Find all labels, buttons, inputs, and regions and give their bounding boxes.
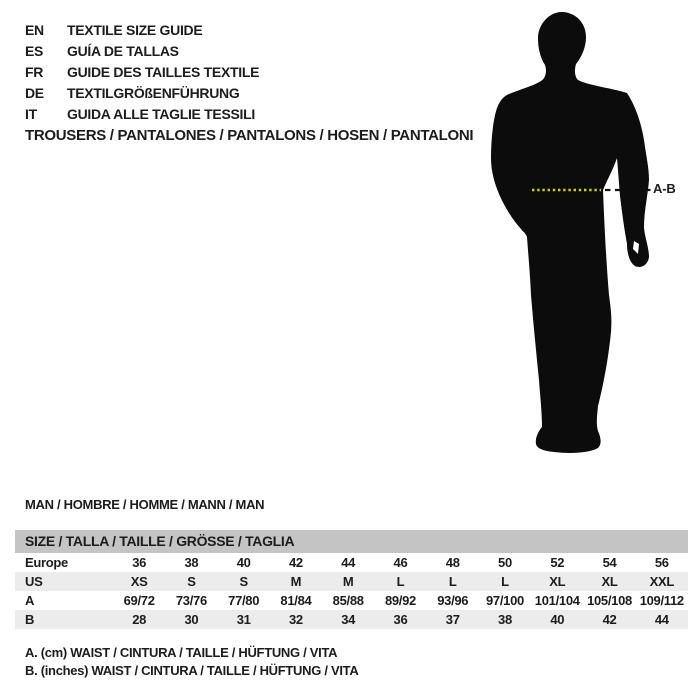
table-cell: 44 [341,555,356,570]
silhouette-shape [491,12,649,453]
table-cell: S [239,574,248,589]
language-code: EN [25,22,44,38]
measure-label: A-B [653,181,676,196]
table-cell: L [501,574,509,589]
table-cell: M [342,574,354,589]
language-label: TEXTILE SIZE GUIDE [67,22,203,38]
table-cell: 38 [498,612,512,627]
size-table-header: SIZE / TALLA / TAILLE / GRÖSSE / TAGLIA [15,530,688,553]
table-cell: 101/104 [534,593,580,608]
table-cell: 38 [184,555,199,570]
table-cell: 105/108 [587,593,632,608]
language-row-es [25,41,259,62]
table-cell: 97/100 [486,593,524,608]
table-row-b-inches [15,610,688,629]
size-table [15,530,688,629]
table-cell: S [187,574,196,589]
table-cell: XXL [649,574,674,589]
table-cell: L [448,574,457,589]
table-cell: 37 [445,612,460,627]
table-cell: XS [130,574,148,589]
table-cell: 31 [236,612,251,627]
footnote-b: B. (inches) WAIST / CINTURA / TAILLE / HÜFTUNG / VITA [25,663,359,678]
man-silhouette-figure [440,0,700,480]
table-cell: 34 [341,612,356,627]
language-code: DE [25,85,44,101]
table-row-us [15,572,688,591]
row-label: B [25,612,35,627]
language-row-fr [25,62,259,83]
table-cell: 46 [393,555,408,570]
language-label: TEXTILGRÖßENFÜHRUNG [67,85,240,101]
language-code: IT [25,106,37,122]
language-row-en [25,20,259,41]
language-row-de [25,83,259,104]
language-code: ES [25,43,44,59]
table-cell: L [396,574,405,589]
garment-category-title: TROUSERS / PANTALONES / PANTALONS / HOSEN / PANTALONI [25,127,474,144]
row-label: A [25,593,35,608]
table-cell: 48 [445,555,460,570]
gender-title: MAN / HOMBRE / HOMME / MANN / MAN [25,497,265,512]
table-cell: 40 [236,555,251,570]
table-cell: 30 [184,612,199,627]
language-label: GUÍA DE TALLAS [67,43,179,59]
table-cell: XL [601,574,618,589]
table-cell: 56 [654,555,669,570]
table-cell: 93/96 [437,593,469,608]
language-label: GUIDE DES TAILLES TEXTILE [67,64,260,80]
table-cell: 85/88 [332,593,364,608]
language-label: GUIDA ALLE TAGLIE TESSILI [67,106,255,122]
table-cell: XL [549,574,566,589]
table-cell: 52 [550,555,565,570]
row-label: Europe [25,555,68,570]
language-list [25,20,259,125]
table-cell: 69/72 [123,593,155,608]
table-cell: 32 [288,612,303,627]
table-cell: M [290,574,302,589]
footnote-a: A. (cm) WAIST / CINTURA / TAILLE / HÜFTUNG / VITA [25,645,338,660]
table-cell: 42 [288,555,303,570]
table-cell: 77/80 [228,593,260,608]
footnotes [25,644,358,680]
table-cell: 73/76 [175,593,207,608]
table-cell: 36 [393,612,408,627]
table-cell: 28 [132,612,147,627]
table-cell: 89/92 [384,593,416,608]
table-cell: 42 [602,612,617,627]
language-code: FR [25,64,44,80]
table-cell: 54 [602,555,617,570]
table-cell: 36 [132,555,147,570]
table-cell: 44 [654,612,669,627]
table-cell: 81/84 [280,593,312,608]
row-label: US [25,574,43,589]
table-row-europe [15,553,688,572]
table-row-a-cm [15,591,688,610]
table-cell: 109/112 [639,593,684,608]
table-cell: 50 [498,555,512,570]
table-cell: 40 [550,612,565,627]
language-row-it [25,104,259,125]
